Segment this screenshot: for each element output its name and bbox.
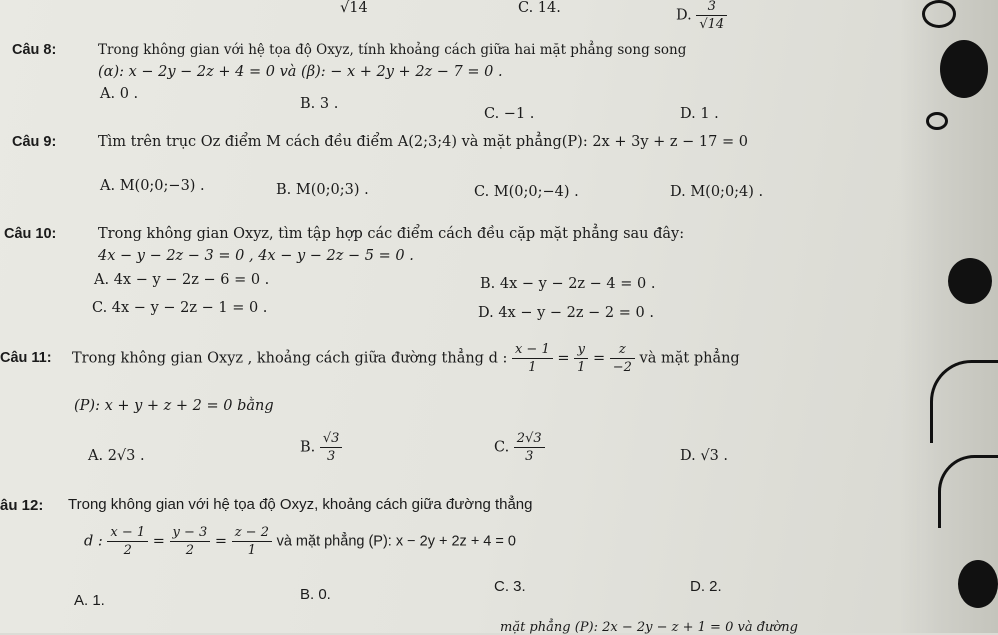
fraction: $\frac{z}{-2}$: [610, 343, 635, 374]
q8-option-c[interactable]: C. −1 .: [484, 106, 535, 122]
binder-hole: [940, 40, 988, 98]
q12-option-d[interactable]: D. 2.: [690, 578, 722, 595]
question-9-text: Tìm trên trục Oz điểm M cách đều điểm A(2;3;4) và mặt phẳng(P): 2x + 3y + z − 17 = 0: [98, 134, 748, 150]
question-11-plane: (P): x + y + z + 2 = 0 bằng: [74, 398, 274, 414]
next-question-partial: mặt phẳng (P): 2x − 2y − z + 1 = 0 và đường: [500, 620, 798, 635]
question-11-label: Câu 11:: [0, 350, 52, 366]
binder-arc: [930, 360, 998, 443]
prev-option-d: D. $\frac{3}{√14}$: [676, 0, 727, 31]
fraction: $\frac{y}{1}$: [574, 343, 588, 374]
page-edge: [900, 0, 998, 633]
question-12-label: âu 12:: [0, 497, 44, 514]
q9-option-c[interactable]: C. M(0;0;−4) .: [474, 184, 579, 200]
binder-arc: [938, 455, 998, 528]
fraction: $\frac{x - 1}{1}$: [512, 343, 553, 374]
question-10-label: Câu 10:: [4, 226, 57, 242]
q12-option-c[interactable]: C. 3.: [494, 578, 526, 595]
q9-option-d[interactable]: D. M(0;0;4) .: [670, 184, 764, 200]
prev-option-b: √14: [340, 0, 368, 16]
question-8-planes: (α): x − 2y − 2z + 4 = 0 và (β): − x + 2y + 2z − 7 = 0 .: [98, 64, 503, 80]
q11-option-b[interactable]: B. $\frac{√3}{3}$: [300, 432, 342, 463]
binder-ring: [926, 112, 948, 130]
q9-option-a[interactable]: A. M(0;0;−3) .: [100, 178, 205, 194]
question-12-line: d : $\frac{x - 1}{2}$ = $\frac{y - 3}{2}$ = $\frac{z - 2}{1}$ và mặt phẳng (P): x − 2y + 2z + 4 = 0: [84, 525, 516, 558]
q8-option-b[interactable]: B. 3 .: [300, 96, 339, 112]
question-8-label: Câu 8:: [12, 42, 57, 58]
q10-option-a[interactable]: A. 4x − y − 2z − 6 = 0 .: [94, 272, 270, 288]
question-8-text: Trong không gian với hệ tọa độ Oxyz, tính khoảng cách giữa hai mặt phẳng song song: [98, 42, 687, 58]
q12-option-b[interactable]: B. 0.: [300, 586, 331, 603]
binder-ring: [922, 0, 956, 28]
binder-hole: [958, 560, 998, 608]
question-11-text: Trong không gian Oxyz , khoảng cách giữa đường thẳng d : $\frac{x - 1}{1}$ = $\frac{y}{1}$ = $\frac{z}{-2}$ và mặt phẳng: [72, 342, 740, 375]
question-10-text: Trong không gian Oxyz, tìm tập hợp các điểm cách đều cặp mặt phẳng sau đây:: [98, 226, 685, 242]
binder-hole: [948, 258, 992, 304]
q9-option-b[interactable]: B. M(0;0;3) .: [276, 182, 369, 198]
q10-option-b[interactable]: B. 4x − y − 2z − 4 = 0 .: [480, 276, 656, 292]
q10-option-d[interactable]: D. 4x − y − 2z − 2 = 0 .: [478, 305, 654, 321]
q11-option-a[interactable]: A. 2√3 .: [88, 448, 145, 464]
fraction: $\frac{x - 1}{2}$: [107, 526, 148, 557]
q11-option-c[interactable]: C. $\frac{2√3}{3}$: [494, 432, 545, 463]
q12-option-a[interactable]: A. 1.: [74, 592, 105, 609]
fraction: $\frac{z - 2}{1}$: [232, 526, 272, 557]
fraction: $\frac{y - 3}{2}$: [170, 526, 211, 557]
question-10-planes: 4x − y − 2z − 3 = 0 , 4x − y − 2z − 5 = 0 .: [98, 248, 414, 264]
q8-option-d[interactable]: D. 1 .: [680, 106, 719, 122]
q8-option-a[interactable]: A. 0 .: [100, 86, 139, 102]
q11-option-d[interactable]: D. √3 .: [680, 448, 729, 464]
prev-option-c: C. 14.: [518, 0, 561, 16]
question-9-label: Câu 9:: [12, 134, 57, 150]
q10-option-c[interactable]: C. 4x − y − 2z − 1 = 0 .: [92, 300, 268, 316]
question-12-text: Trong không gian với hệ tọa độ Oxyz, khoảng cách giữa đường thẳng: [68, 496, 533, 513]
